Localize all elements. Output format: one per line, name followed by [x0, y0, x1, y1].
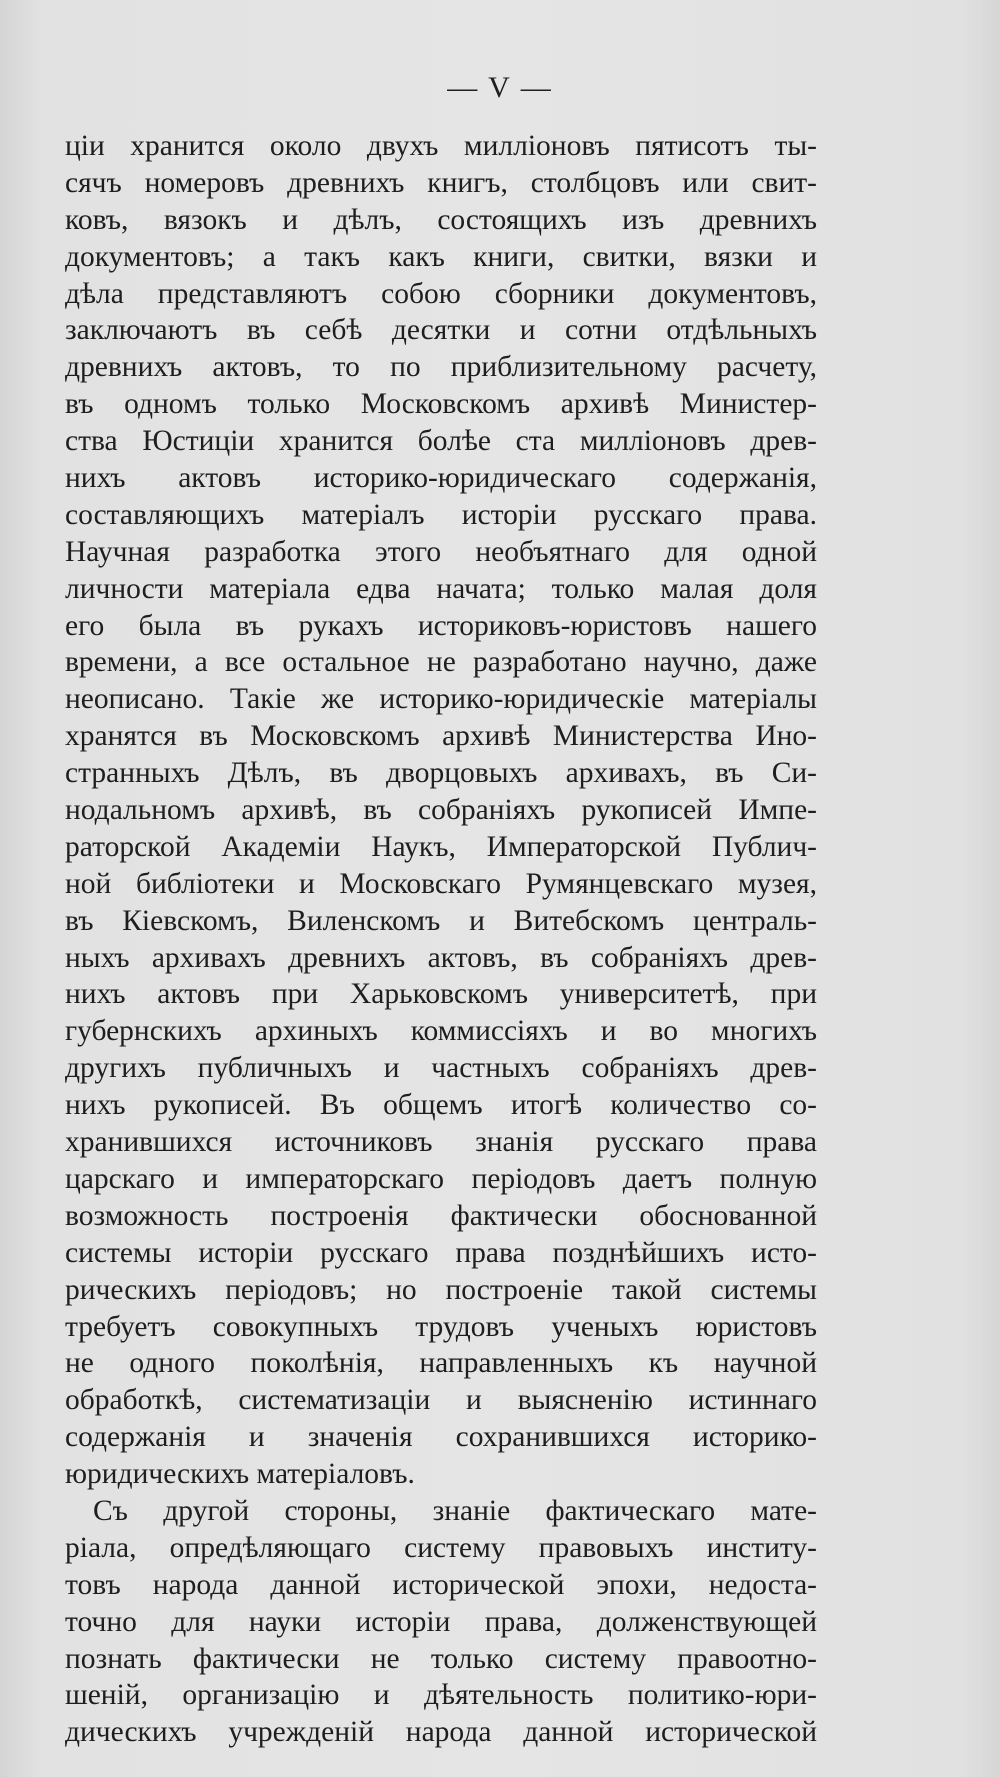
text-line: ковъ, вязокъ и дѣлъ, состоящихъ изъ древнихъ [65, 203, 817, 236]
text-line: странныхъ Дѣлъ, въ дворцовыхъ архивахъ, въ Си- [65, 757, 817, 790]
text-line: ныхъ архивахъ древнихъ актовъ, въ собраніяхъ древ- [65, 941, 817, 974]
text-line: царскаго и императорскаго періодовъ даетъ полную [65, 1162, 817, 1195]
text-line: раторской Академіи Наукъ, Императорской Публич- [65, 830, 817, 863]
text-line: Научная разработка этого необъятнаго для одной [65, 535, 817, 568]
text-line: древнихъ актовъ, то по приблизительному расчету, [65, 351, 817, 384]
text-line: нихъ рукописей. Въ общемъ итогѣ количество со- [65, 1089, 817, 1122]
text-line: нодальномъ архивѣ, въ собраніяхъ рукописей Импе- [65, 794, 817, 827]
text-line: рическихъ періодовъ; но построеніе такой системы [65, 1273, 817, 1306]
text-line: познать фактически не только систему правоотно- [65, 1642, 817, 1675]
text-line: другихъ публичныхъ и частныхъ собраніяхъ древ- [65, 1052, 817, 1085]
text-line: въ Кіевскомъ, Виленскомъ и Витебскомъ централь- [65, 904, 817, 937]
body-text [65, 128, 817, 1751]
text-line: содержанія и значенія сохранившихся историко- [65, 1421, 817, 1454]
text-line: точно для науки исторіи права, долженствующей [65, 1605, 817, 1638]
text-line: личности матеріала едва начата; только малая доля [65, 572, 817, 605]
text-line: возможность построенія фактически обоснованной [65, 1199, 817, 1232]
text-line: времени, а все остальное не разработано научно, даже [65, 646, 817, 679]
text-line: нихъ актовъ историко-юридическаго содержанія, [65, 462, 817, 495]
text-line: неописано. Такіе же историко-юридическіе матеріалы [65, 683, 817, 716]
text-line: не одного поколѣнія, направленныхъ къ научной [65, 1347, 817, 1380]
text-line: дическихъ учрежденій народа данной исторической [65, 1716, 817, 1749]
text-line: заключаютъ въ себѣ десятки и сотни отдѣльныхъ [65, 314, 817, 347]
text-line: требуетъ совокупныхъ трудовъ ученыхъ юристовъ [65, 1310, 817, 1343]
text-line: товъ народа данной исторической эпохи, недоста- [65, 1568, 817, 1601]
text-line: шеній, организацію и дѣятельность политико-юри- [65, 1679, 817, 1712]
text-line: въ одномъ только Московскомъ архивѣ Министер- [65, 388, 817, 421]
text-line: ціи хранится около двухъ милліоновъ пятисотъ ты- [65, 130, 817, 162]
text-line: губернскихъ архиныхъ коммиссіяхъ и во многихъ [65, 1015, 817, 1048]
page-number: — V — [447, 71, 553, 104]
text-line: Съ другой стороны, знаніе фактическаго мате- [93, 1494, 817, 1527]
text-line: юридическихъ матеріаловъ. [65, 1458, 415, 1491]
text-line: составляющихъ матеріалъ исторіи русскаго права. [65, 498, 817, 531]
text-line: системы исторіи русскаго права позднѣйшихъ исто- [65, 1236, 817, 1269]
text-line: нихъ актовъ при Харьковскомъ университетѣ, при [65, 978, 817, 1011]
text-line: хранятся въ Московскомъ архивѣ Министерства Ино- [65, 720, 817, 753]
text-line: обработкѣ, систематизаціи и выясненію истиннаго [65, 1384, 817, 1417]
text-line: ріала, опредѣляющаго систему правовыхъ институ- [65, 1531, 817, 1564]
text-line: его была въ рукахъ историковъ-юристовъ нашего [65, 609, 817, 642]
text-line: дѣла представляютъ собою сборники документовъ, [65, 277, 817, 310]
text-line: ства Юстиціи хранится болѣе ста милліоновъ древ- [65, 425, 817, 458]
text-line: сячъ номеровъ древнихъ книгъ, столбцовъ или свит- [65, 166, 817, 199]
text-line: документовъ; а такъ какъ книги, свитки, вязки и [65, 240, 817, 273]
text-line: хранившихся источниковъ знанія русскаго права [65, 1126, 817, 1159]
text-line: ной библіотеки и Московскаго Румянцевскаго музея, [65, 867, 817, 900]
